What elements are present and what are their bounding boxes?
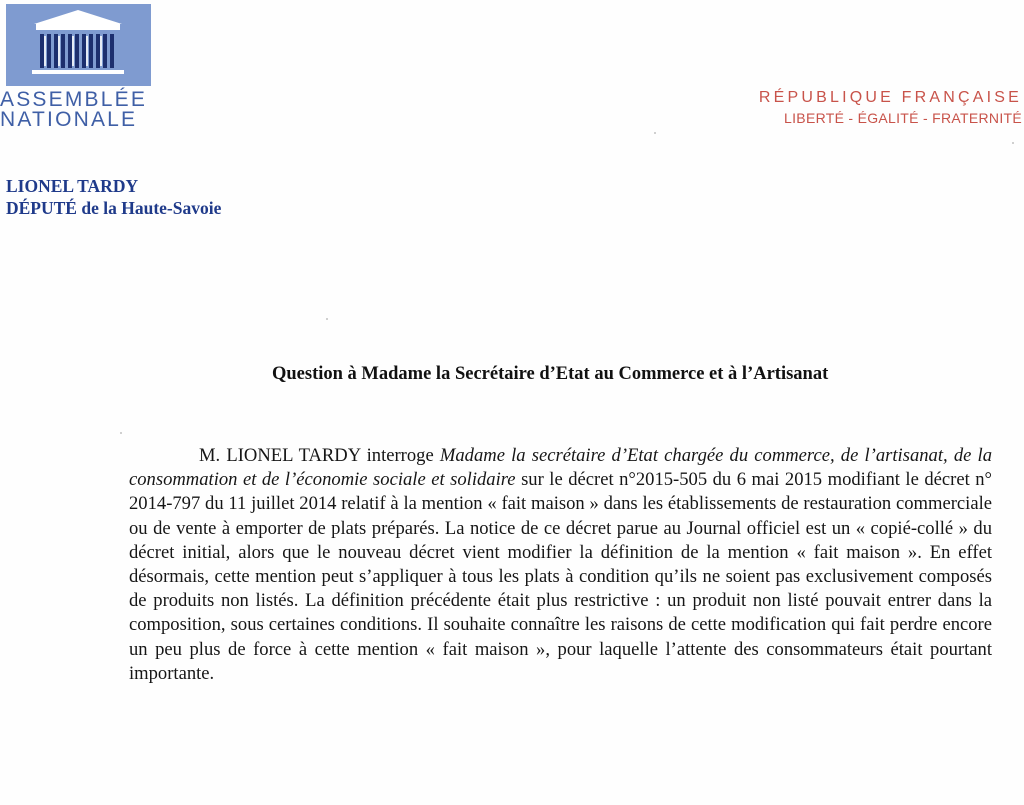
assemblee-nationale-emblem-icon: [6, 4, 151, 86]
scan-speck: [326, 318, 328, 320]
author-role: DÉPUTÉ de la Haute-Savoie: [6, 198, 222, 218]
logo-line-1: ASSEMBLÉE: [0, 88, 148, 111]
scan-speck: [120, 432, 122, 434]
question-title: Question à Madame la Secrétaire d’Etat au Commerce et à l’Artisanat: [272, 364, 829, 384]
republique-title: RÉPUBLIQUE FRANÇAISE: [758, 89, 1022, 106]
republique-motto: LIBERTÉ - ÉGALITÉ - FRATERNITÉ: [784, 110, 1022, 126]
logo-line-2: NATIONALE: [0, 108, 138, 131]
logo-wordmark: [0, 90, 147, 130]
scan-speck: [1012, 142, 1014, 144]
body-recipient: Madame la secrétaire d’Etat chargée du commerce, de l’artisanat, de la consommation et de l’économie sociale et solidaire: [129, 445, 992, 491]
author-block: [6, 175, 221, 219]
author-name: LIONEL TARDY: [6, 176, 139, 196]
body-text: sur le décret n°2015-505 du 6 mai 2015 modifiant le décret n° 2014-797 du 11 juillet 2014 relatif à la mention « fait maison » dans les établissements de restauration commerciale ou de vente à emporter de plats préparés. La notice de ce décret parue au Journal officiel est un « copié-collé » du décret initial, alors que le nouveau décret vient modifier la définition de la mention « fait maison ». En effet désormais, cette mention peut s’appliquer à tous les plats à condition qu’ils ne soient pas exclusivement composés de produits non listés. La définition précédente était plus restrictive : un produit non listé pouvait entrer dans la composition, sous certaines conditions. Il souhaite connaître les raisons de cette modification qui fait perdre encore un peu plus de force à cette mention « fait maison », pour laquelle l’attente des consommateurs était pourtant importante.: [129, 469, 992, 684]
question-body: [129, 444, 992, 686]
scan-speck: [654, 132, 656, 134]
republique-francaise-header: [759, 88, 1022, 128]
body-intro: M. LIONEL TARDY interroge: [199, 445, 440, 466]
